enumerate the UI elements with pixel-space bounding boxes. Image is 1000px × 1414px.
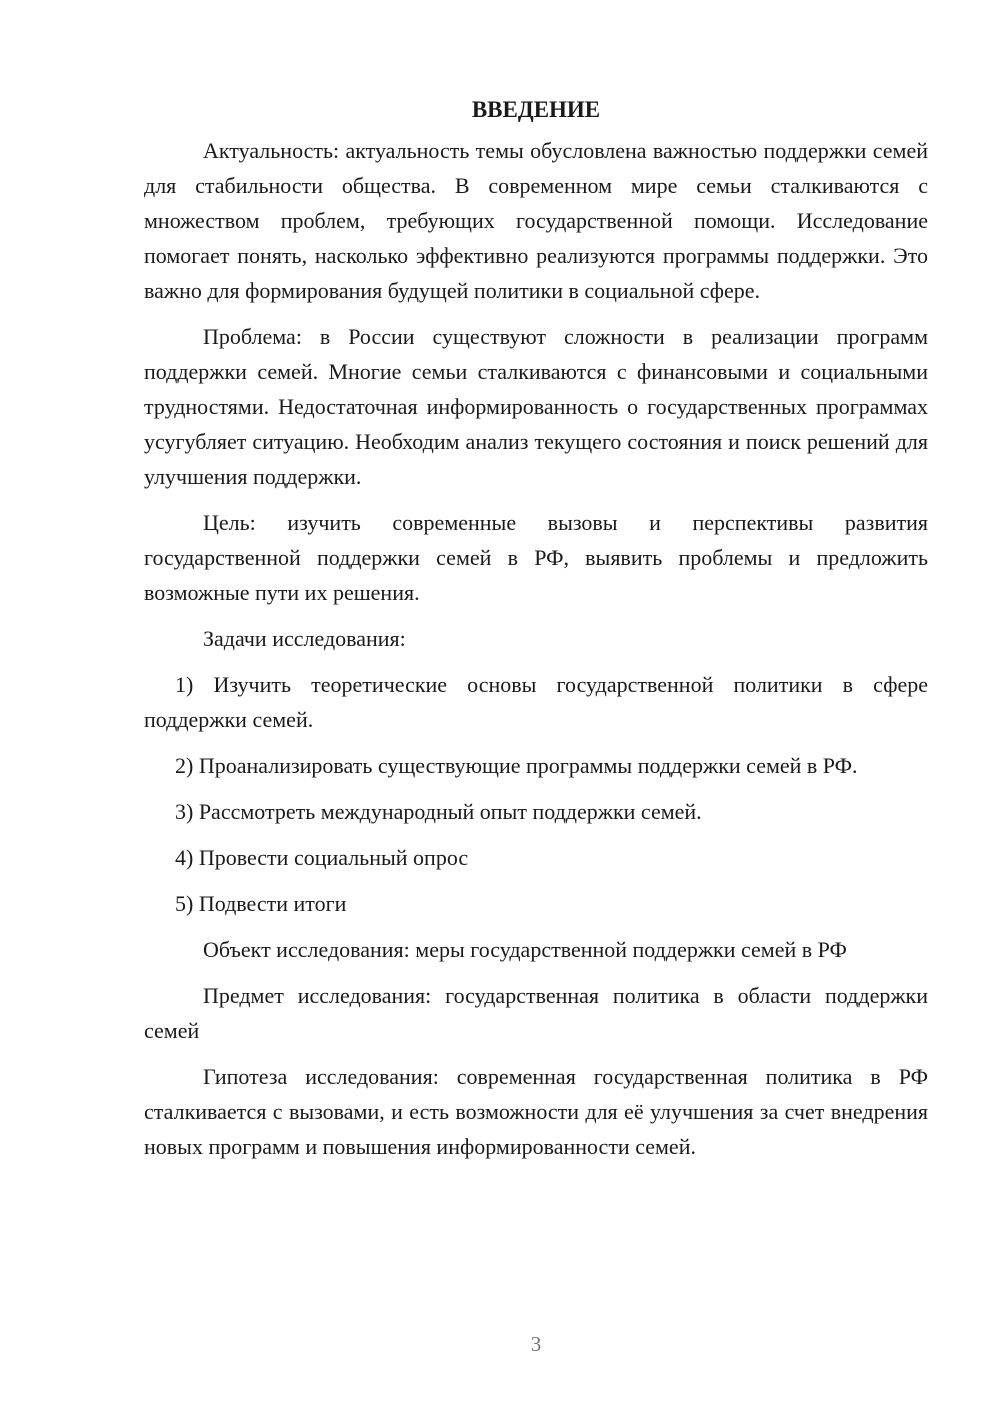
task-item-3: 3) Рассмотреть международный опыт поддержки семей. bbox=[175, 799, 702, 824]
paragraph-relevance: Актуальность: актуальность темы обусловлена важностью поддержки семей для стабильности общества. В современном мире семьи сталкиваются с множеством проблем, требующих государственной помощи. Исследование помогает понять, насколько эффективно реализуются программы поддержки. Это важно для формирования будущей политики в социальной сфере. bbox=[144, 138, 928, 303]
paragraph-goal: Цель: изучить современные вызовы и перспективы развития государственной поддержки семей в РФ, выявить проблемы и предложить возможные пути их решения. bbox=[144, 510, 928, 605]
tasks-heading: Задачи исследования: bbox=[203, 626, 406, 651]
section-heading: ВВЕДЕНИЕ bbox=[471, 97, 601, 122]
task-item-5: 5) Подвести итоги bbox=[175, 891, 347, 916]
document-page bbox=[144, 92, 928, 1175]
task-item-2: 2) Проанализировать существующие программы поддержки семей в РФ. bbox=[175, 753, 858, 778]
task-item-1: 1) Изучить теоретические основы государственной политики в сфере поддержки семей. bbox=[144, 672, 928, 732]
paragraph-object: Объект исследования: меры государственной поддержки семей в РФ bbox=[203, 937, 847, 962]
paragraph-problem: Проблема: в России существуют сложности в реализации программ поддержки семей. Многие семьи сталкиваются с финансовыми и социальными трудностями. Недостаточная информированность о государственных программах усугубляет ситуацию. Необходим анализ текущего состояния и поиск решений для улучшения поддержки. bbox=[144, 324, 928, 489]
page-number: 3 bbox=[530, 1332, 542, 1356]
paragraph-hypothesis: Гипотеза исследования: современная государственная политика в РФ сталкивается с вызовами, и есть возможности для её улучшения за счет внедрения новых программ и повышения информированности семей. bbox=[144, 1064, 928, 1159]
task-item-4: 4) Провести социальный опрос bbox=[175, 845, 469, 870]
paragraph-subject: Предмет исследования: государственная политика в области поддержки семей bbox=[144, 983, 928, 1043]
